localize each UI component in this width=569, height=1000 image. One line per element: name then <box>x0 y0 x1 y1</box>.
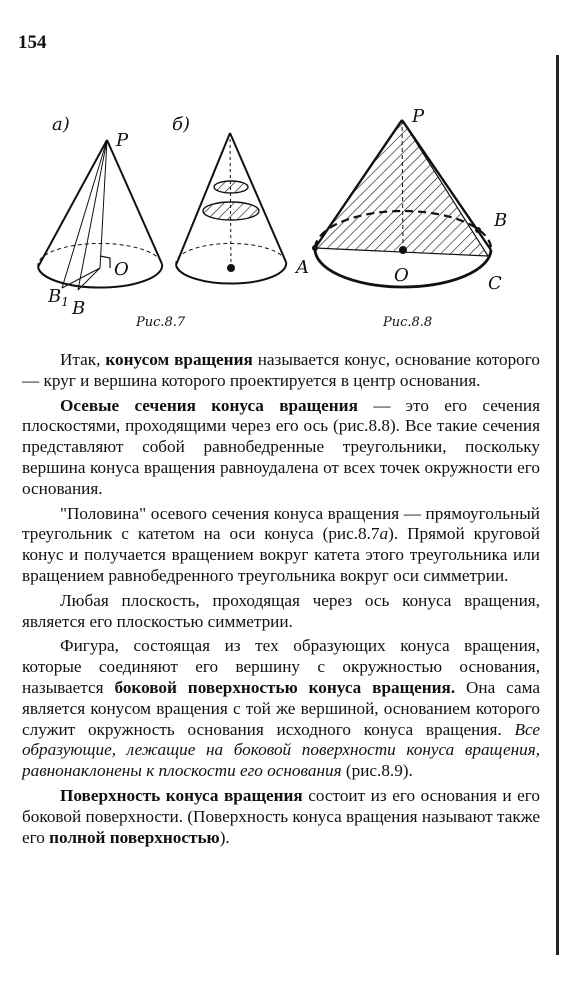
cone-a-left-generatrix <box>38 140 107 267</box>
fig7-label-b1-sub: 1 <box>61 295 69 309</box>
text-span: Она сама является конусом вращения с той же вершиной, основанием которого служит окружность основания исходного конуса вращения. <box>22 677 540 739</box>
paragraph <box>22 396 540 500</box>
cone-b-axis <box>230 133 231 268</box>
text-span: "Половина" осевого сечения конуса вращения — прямоугольный треугольник с катетом на оси конуса (рис.8.7 <box>22 503 540 544</box>
fig8-label-o: O <box>394 265 409 286</box>
fig7-label-b1 <box>47 286 69 309</box>
fig8-caption: Рис.8.8 <box>383 315 433 330</box>
body-text <box>22 350 540 852</box>
fig7-label-p: P <box>116 130 129 151</box>
paragraph <box>22 636 540 782</box>
cone-c <box>315 120 491 287</box>
fig7-label-a: а) <box>52 114 70 135</box>
text-span: ). Прямой круговой конус и получается вращением вокруг катета этого треугольника или вращением равнобедренного треугольника вокруг оси симметрии. <box>22 524 540 585</box>
cone-b-left-generatrix <box>176 133 230 265</box>
text-span: называется конус, основание которого — круг и вершина которого проектируется в центр основания. <box>22 350 540 390</box>
text-span: — это его сечения плоскостями, проходящими через его ось (рис.8.8). Все такие сечения представляют собой равнобедренные треугольники, поскольку вершина конуса вращения равноудалена от всех точек окружности его основания. <box>22 395 540 498</box>
cone-a-radius-b1 <box>62 268 100 288</box>
text-span: (рис.8.9). <box>341 761 413 781</box>
fig7-label-b: B <box>72 298 86 319</box>
fig8-label-a: A <box>296 257 309 278</box>
bold-term: боковой поверхностью конуса вращения. <box>114 677 456 697</box>
bold-term: Поверхность конуса вращения <box>60 785 303 805</box>
point-a <box>312 245 318 251</box>
figures-svg <box>0 90 569 340</box>
figures-area <box>0 90 569 340</box>
cone-b-right-generatrix <box>230 133 286 262</box>
bold-term: конусом вращения <box>105 350 253 369</box>
text-span: Фигура, состоящая из тех образующих конуса вращения, которые соединяют его вершину с окружностью основания, называется <box>22 636 540 697</box>
paragraph <box>22 786 540 848</box>
fig8-label-c: C <box>488 273 502 294</box>
text-span: ). <box>219 827 230 847</box>
bold-term: Осевые сечения конуса вращения <box>60 395 358 415</box>
cone-c-center-point <box>399 246 407 254</box>
text-span: Любая плоскость, проходящая через ось конуса вращения, является его плоскостью симметрии. <box>22 590 540 631</box>
fig7-caption: Рис.8.7 <box>136 315 186 330</box>
italic-text: Все образующие, лежащие на боковой поверхности конуса вращения, равнонаклонены к плоскости его основания <box>22 719 540 781</box>
cone-b-center-point <box>227 264 235 272</box>
cone-a <box>38 140 162 290</box>
paragraph <box>22 591 540 633</box>
paragraph <box>22 350 540 392</box>
text-span: Итак, <box>60 350 106 369</box>
point-b <box>475 227 481 233</box>
text-span: состоит из его основания и его боковой поверхности. (Поверхность конуса вращения называют также его <box>22 785 540 847</box>
italic-text: а <box>379 524 389 544</box>
fig8-label-b: B <box>494 210 508 231</box>
cone-b <box>176 133 286 284</box>
fig7-label-b-letter: б) <box>172 114 191 135</box>
fig8-label-p: P <box>412 106 425 127</box>
cone-a-right-generatrix <box>107 140 162 264</box>
paragraph <box>22 504 540 587</box>
bold-term: полной поверхностью <box>49 827 220 847</box>
cone-b-upper-section <box>214 181 248 193</box>
axial-section-fill <box>315 120 488 256</box>
cone-a-right-angle <box>100 256 110 268</box>
fig7-label-o: O <box>114 259 129 280</box>
fig7-label-b1-main: B <box>48 286 62 307</box>
page-number: 154 <box>18 32 47 53</box>
